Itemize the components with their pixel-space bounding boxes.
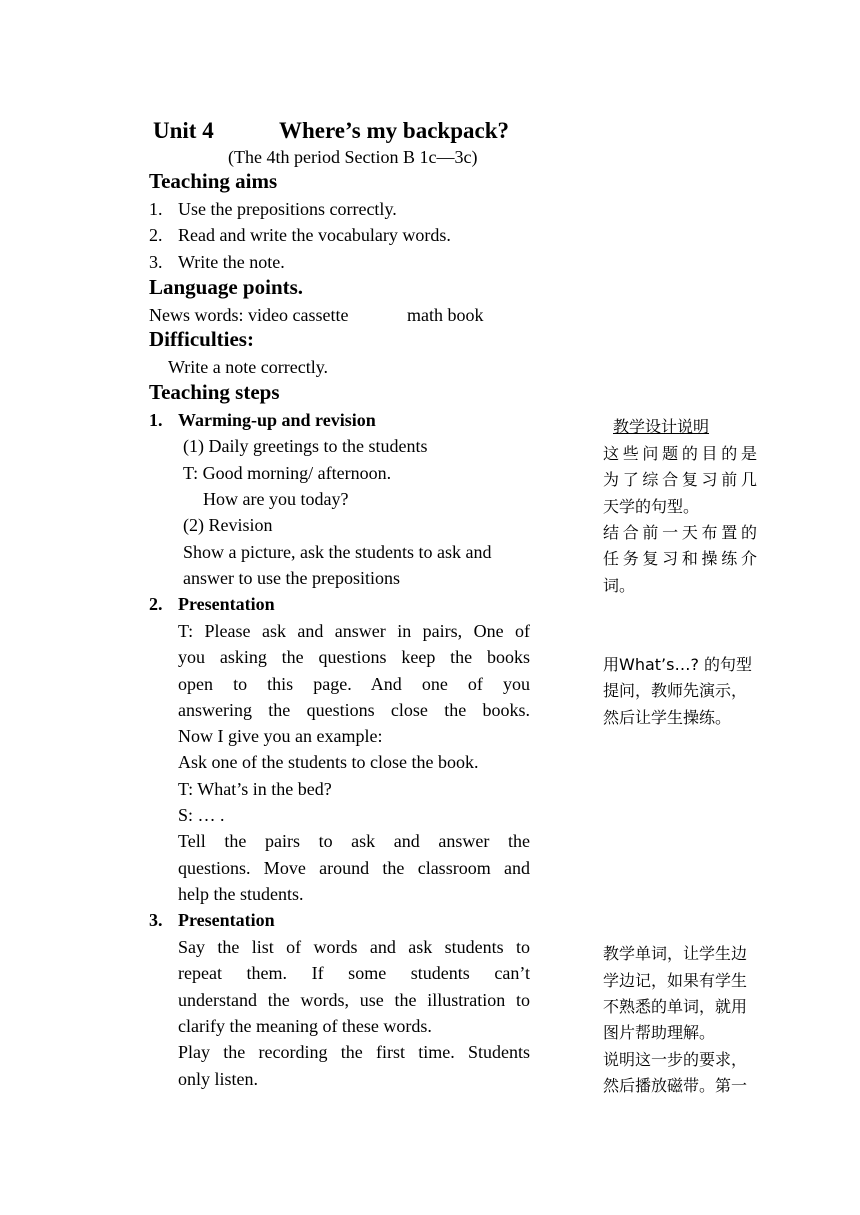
step3-line: only listen. [178,1069,258,1089]
step2-line: help the students. [178,884,304,904]
new-words-extra: math book [407,305,484,325]
note-line: 结合前一天布置的 [603,523,757,542]
note-line: 提问，教师先演示， [603,681,748,700]
note-line: 然后播放磁带。第一 [603,1076,748,1095]
step1-line: (1) Daily greetings to the students [183,436,428,456]
step3-line: understand the words, use the illustration to [178,990,530,1010]
aim-num: 1. [149,199,163,219]
note-line: 天学的句型。 [603,497,700,516]
aim-text: Write the note. [178,252,285,272]
note-line: 教学单词，让学生边 [603,944,748,963]
step2-line: answering the questions close the books. [178,700,530,720]
note-line: 任务复习和操练介 [603,549,757,568]
note-line: 这些问题的目的是 [603,444,757,463]
steps-heading: Teaching steps [149,380,280,404]
note-line: 说明这一步的要求， [603,1050,748,1069]
note-line: 图片帮助理解。 [603,1023,716,1042]
page-title: Where’s my backpack? [279,118,509,143]
aim-text: Use the prepositions correctly. [178,199,397,219]
step2-line: questions. Move around the classroom and [178,858,530,878]
aim-text: Read and write the vocabulary words. [178,225,451,245]
step2-line: T: Please ask and answer in pairs, One of [178,621,530,641]
step-number: 3. [149,910,163,930]
step2-line: T: What’s in the bed? [178,779,332,799]
new-words: News words: video cassette [149,305,349,325]
note-line: 为了综合复习前几 [603,470,757,489]
subtitle: (The 4th period Section B 1c—3c) [228,147,478,167]
step3-line: repeat them. If some students can’t [178,963,530,983]
step-number: 1. [149,410,163,430]
aim-num: 2. [149,225,163,245]
step2-line: S: … . [178,805,225,825]
step-number: 2. [149,594,163,614]
step-title: Presentation [178,910,275,930]
difficulties-heading: Difficulties: [149,327,254,351]
aim-num: 3. [149,252,163,272]
step2-line: Now I give you an example: [178,726,383,746]
difficulties-text: Write a note correctly. [168,357,329,377]
step3-line: clarify the meaning of these words. [178,1016,432,1036]
note-line: 用What’s…? 的句型 [603,655,753,674]
step1-line: How are you today? [203,489,349,509]
notes-heading: 教学设计说明 [613,417,710,436]
step2-line: Ask one of the students to close the book. [178,752,479,772]
note-line: 然后让学生操练。 [603,708,732,727]
note-line: 词。 [603,576,636,595]
step1-line: answer to use the prepositions [183,568,400,588]
note-line: 不熟悉的单词，就用 [603,997,748,1016]
note-line: 学边记，如果有学生 [603,971,748,990]
step3-line: Play the recording the first time. Students [178,1042,530,1062]
aims-heading: Teaching aims [149,169,278,193]
step-title: Presentation [178,594,275,614]
step1-line: (2) Revision [183,515,273,535]
language-heading: Language points. [149,275,304,299]
step2-line: Tell the pairs to ask and answer the [178,831,530,851]
step1-line: Show a picture, ask the students to ask and [183,542,492,562]
step3-line: Say the list of words and ask students to [178,937,530,957]
step2-line: you asking the questions keep the books [178,647,530,667]
step1-line: T: Good morning/ afternoon. [183,463,392,483]
step-title: Warming-up and revision [178,410,376,430]
unit-label: Unit 4 [153,118,214,143]
step2-line: open to this page. And one of you [178,674,530,694]
